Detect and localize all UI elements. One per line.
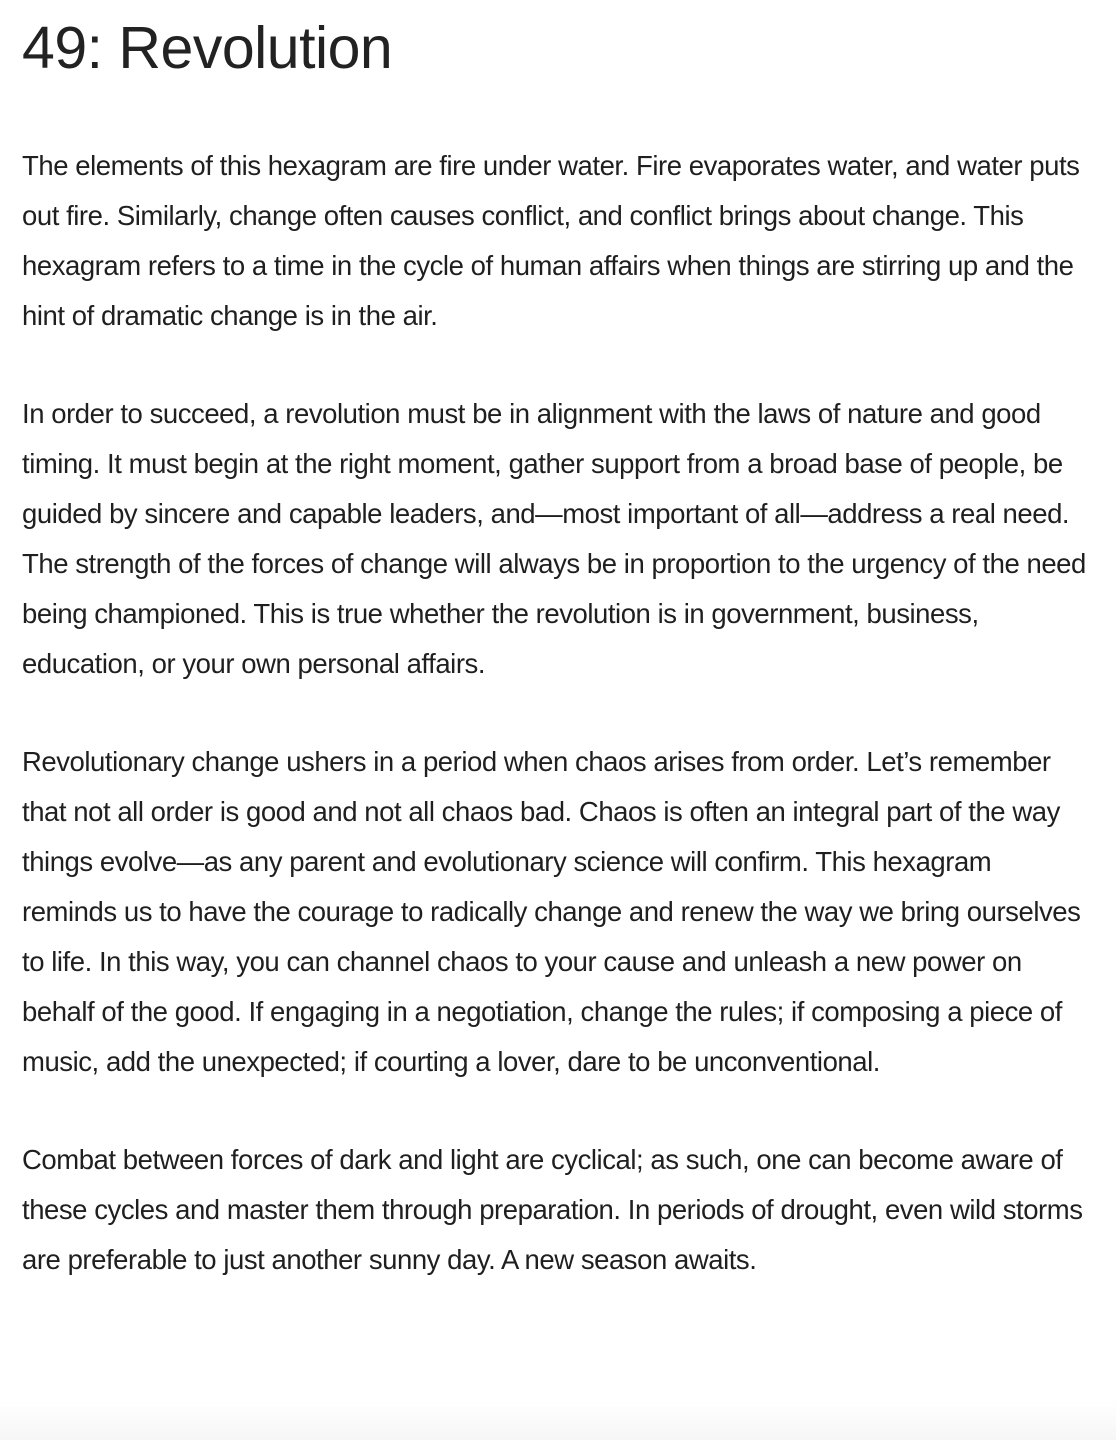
article <box>22 0 1092 1285</box>
article-paragraph-1: The elements of this hexagram are fire under water. Fire evaporates water, and water puts out fire. Similarly, change often causes conflict, and conflict brings about change. This hexagram refers to a time in the cycle of human affairs when things are stirring up and the hint of dramatic change is in the air. <box>22 150 1080 331</box>
article-paragraph-3: Revolutionary change ushers in a period when chaos arises from order. Let’s remember that not all order is good and not all chaos bad. Chaos is often an integral part of the way things evolve—as any parent and evolutionary science will confirm. This hexagram reminds us to have the courage to radically change and renew the way we bring ourselves to life. In this way, you can channel chaos to your cause and unleash a new power on behalf of the good. If engaging in a negotiation, change the rules; if composing a piece of music, add the unexpected; if courting a lover, dare to be unconventional. <box>22 746 1081 1077</box>
bottom-fade-overlay <box>0 1400 1116 1440</box>
page-title: 49: Revolution <box>22 15 393 81</box>
article-paragraph-2: In order to succeed, a revolution must be in alignment with the laws of nature and good timing. It must begin at the right moment, gather support from a broad base of people, be guided by sincere and capable leaders, and—most important of all—address a real need. The strength of the forces of change will always be in proportion to the urgency of the need being championed. This is true whether the revolution is in government, business, education, or your own personal affairs. <box>22 398 1086 679</box>
article-paragraph-4: Combat between forces of dark and light are cyclical; as such, one can become aware of these cycles and master them through preparation. In periods of drought, even wild storms are preferable to just another sunny day. A new season awaits. <box>22 1144 1083 1275</box>
